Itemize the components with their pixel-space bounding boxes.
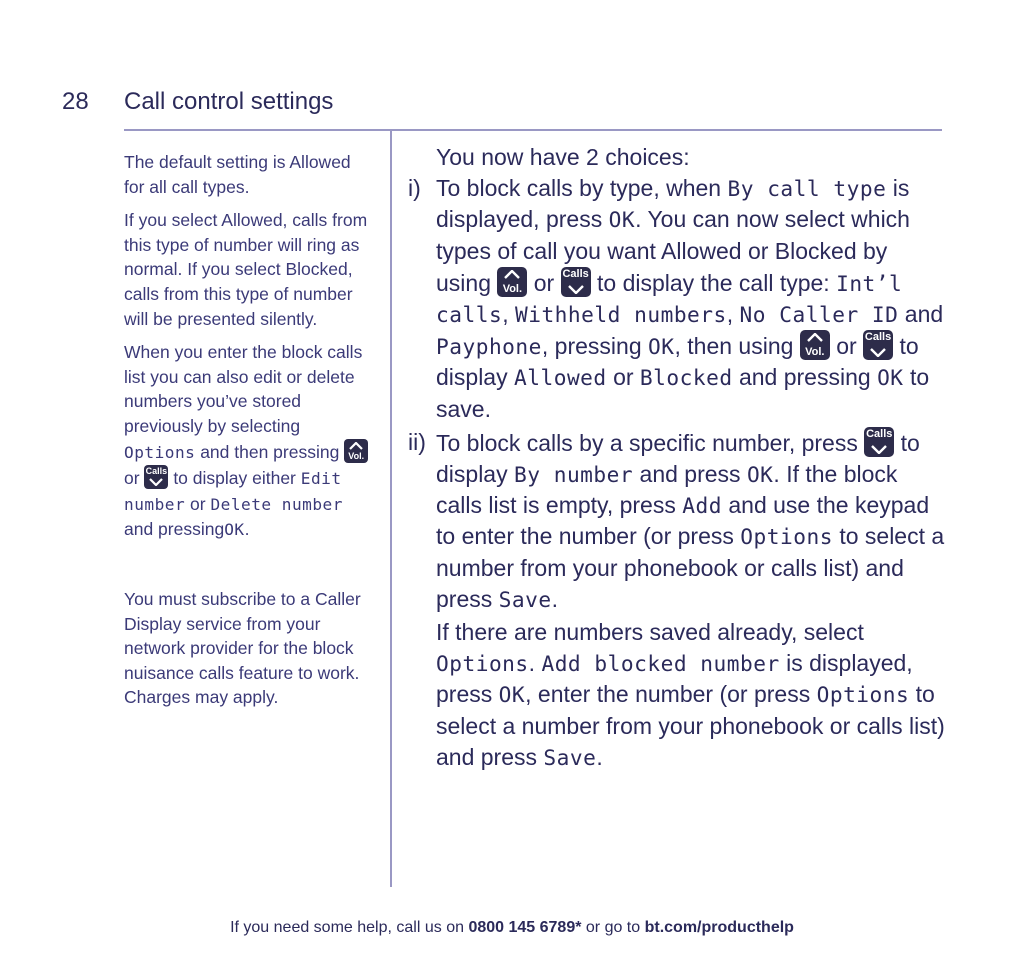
lcd-payphone: Payphone bbox=[436, 334, 542, 360]
text: , bbox=[502, 301, 509, 328]
lcd-add-blocked-number: Add blocked number bbox=[541, 651, 780, 677]
note-text: and then pressing bbox=[200, 441, 340, 462]
text: or bbox=[836, 333, 857, 360]
lcd-ok: OK bbox=[224, 520, 245, 540]
lcd-delete-number: Delete number bbox=[210, 494, 343, 514]
text: is displayed, press bbox=[436, 175, 910, 233]
choice-marker: ii) bbox=[408, 428, 426, 455]
lcd-options: Options bbox=[816, 682, 910, 708]
footer-help bbox=[0, 919, 1024, 937]
text: to select a number from your phonebook or calls list) and press bbox=[436, 523, 945, 612]
lcd-add: Add bbox=[682, 493, 722, 519]
note-default: The default setting is Allowed for all call types. bbox=[124, 152, 351, 197]
lcd-withheld-numbers: Withheld numbers bbox=[514, 302, 727, 328]
calls-down-key-icon bbox=[561, 267, 591, 297]
vol-up-key-icon bbox=[344, 439, 368, 463]
text: . bbox=[551, 585, 558, 612]
note-text: or bbox=[190, 493, 206, 514]
vol-key-label: Vol. bbox=[502, 282, 523, 295]
footer-text: If you need some help, call us on bbox=[230, 919, 464, 936]
note-text: When you enter the block calls list you can also edit or delete numbers you’ve stored previously by selecting bbox=[124, 342, 363, 436]
calls-down-key-icon bbox=[144, 465, 168, 489]
calls-key-label: Calls bbox=[866, 427, 893, 440]
calls-down-key-icon bbox=[863, 330, 893, 360]
choice-i bbox=[408, 173, 946, 425]
calls-key-label: Calls bbox=[562, 267, 589, 280]
lcd-no-caller-id: No Caller ID bbox=[739, 302, 899, 328]
calls-key-label: Calls bbox=[145, 466, 168, 477]
text: and use the keypad to enter the number (or press bbox=[436, 492, 930, 550]
choice-ii bbox=[408, 427, 946, 615]
column-divider bbox=[390, 129, 392, 887]
lcd-ok: OK bbox=[648, 334, 675, 360]
lcd-intl-calls: Int’l calls bbox=[436, 270, 903, 328]
lcd-ok: OK bbox=[608, 207, 636, 233]
text: is displayed, press bbox=[436, 650, 913, 708]
text: or bbox=[533, 269, 555, 296]
calls-down-key-icon bbox=[864, 427, 894, 457]
text: to display the call type: bbox=[597, 269, 830, 296]
page-title: Call control settings bbox=[124, 88, 334, 115]
choice-ii-existing bbox=[436, 617, 946, 773]
lcd-by-number: By number bbox=[514, 462, 634, 488]
lcd-options: Options bbox=[124, 442, 196, 462]
text: To block calls by a specific number, press bbox=[436, 429, 858, 456]
text: If there are numbers saved already, select bbox=[436, 619, 864, 646]
note-text: . bbox=[244, 519, 250, 540]
lcd-blocked: Blocked bbox=[639, 365, 733, 391]
note-subscribe: You must subscribe to a Caller Display service from your network provider for the block nuisance calls feature to work. Charges may apply. bbox=[124, 588, 361, 708]
footer-text: or go to bbox=[585, 919, 641, 936]
lcd-edit-number: Edit number bbox=[124, 469, 342, 514]
note-allowed-blocked: If you select Allowed, calls from this type of number will ring as normal. If you select Blocked, calls from this type of number will be presented silently. bbox=[124, 210, 368, 329]
text: or bbox=[613, 364, 634, 391]
lcd-options: Options bbox=[740, 524, 833, 550]
note-edit-delete bbox=[124, 340, 374, 543]
lcd-allowed: Allowed bbox=[514, 365, 607, 391]
text: and pressing bbox=[738, 364, 871, 391]
text: , enter the number (or press bbox=[525, 681, 811, 708]
header-rule bbox=[124, 129, 942, 131]
lcd-options: Options bbox=[436, 651, 529, 677]
helpline-number: 0800 145 6789* bbox=[468, 919, 582, 936]
text: . If the block calls list is empty, press bbox=[436, 461, 898, 519]
text: . bbox=[528, 650, 536, 677]
text: to save. bbox=[436, 364, 930, 422]
intro: You now have 2 choices: bbox=[436, 144, 690, 170]
sidebar-notes bbox=[124, 150, 374, 719]
vol-up-key-icon bbox=[800, 330, 830, 360]
choice-marker: i) bbox=[408, 175, 421, 202]
text: and press bbox=[639, 461, 741, 488]
page-number: 28 bbox=[62, 88, 89, 115]
text: to select a number from your phonebook or calls list) and press bbox=[436, 681, 945, 770]
vol-key-label: Vol. bbox=[805, 346, 825, 359]
vol-key-label: Vol. bbox=[348, 450, 365, 461]
main-instructions bbox=[408, 142, 946, 773]
lcd-ok: OK bbox=[746, 462, 774, 488]
vol-up-key-icon bbox=[497, 267, 527, 297]
text: . bbox=[596, 743, 603, 770]
lcd-ok: OK bbox=[877, 365, 904, 391]
lcd-save: Save bbox=[498, 586, 552, 612]
calls-key-label: Calls bbox=[864, 331, 892, 344]
note-text: to display either bbox=[173, 468, 296, 489]
text: . You can now select which types of call you want Allowed or Blocked by using bbox=[436, 206, 910, 296]
text: to display bbox=[436, 429, 920, 488]
text: , then using bbox=[674, 333, 794, 360]
note-text: or bbox=[124, 468, 140, 489]
text: To block calls by type, when bbox=[436, 175, 722, 202]
text: to display bbox=[436, 333, 919, 391]
lcd-ok: OK bbox=[498, 682, 526, 708]
text: and bbox=[904, 301, 944, 328]
text: , pressing bbox=[541, 333, 642, 360]
text: , bbox=[726, 301, 734, 328]
lcd-by-call-type: By call type bbox=[727, 176, 887, 202]
note-text: and pressing bbox=[124, 519, 225, 540]
lcd-save: Save bbox=[543, 744, 597, 770]
help-url: bt.com/producthelp bbox=[644, 919, 794, 936]
